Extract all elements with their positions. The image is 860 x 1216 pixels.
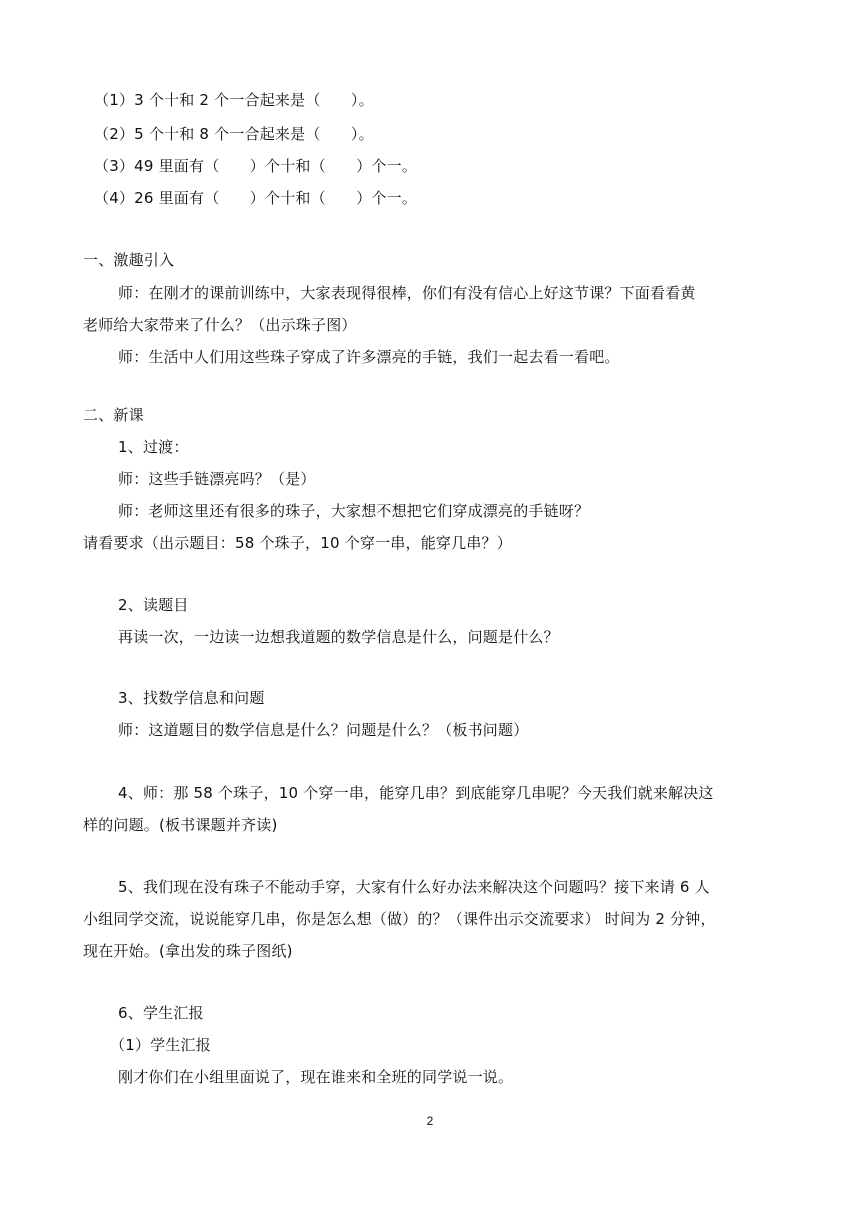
- paragraph-line: 师：这道题目的数学信息是什么？问题是什么？（板书问题）: [118, 721, 529, 739]
- page-number: 2: [426, 1114, 434, 1128]
- exercise-3: （3）49 里面有（ ）个十和（ ）个一。: [94, 157, 418, 175]
- paragraph-line: 4、师：那 58 个珠子，10 个穿一串，能穿几串？到底能穿几串呢？今天我们就来解决这: [118, 784, 714, 802]
- paragraph-line: 请看要求（出示题目：58 个珠子，10 个穿一串，能穿几串？）: [83, 534, 512, 552]
- paragraph-line: 师：老师这里还有很多的珠子，大家想不想把它们穿成漂亮的手链呀？: [118, 502, 590, 520]
- step-heading: 3、找数学信息和问题: [118, 689, 265, 707]
- exercise-1: （1）3 个十和 2 个一合起来是（ ）。: [94, 91, 374, 109]
- paragraph-line: 刚才你们在小组里面说了，现在谁来和全班的同学说一说。: [118, 1068, 514, 1086]
- section-heading-intro: 一、激趣引入: [83, 251, 175, 269]
- sub-heading: （1）学生汇报: [110, 1036, 211, 1054]
- paragraph-line: 样的问题。(板书课题并齐读): [83, 816, 278, 834]
- paragraph-line: 现在开始。(拿出发的珠子图纸): [83, 942, 293, 960]
- paragraph-line: 5、我们现在没有珠子不能动手穿，大家有什么好办法来解决这个问题吗？接下来请 6 人: [118, 878, 710, 896]
- paragraph-line: 师：这些手链漂亮吗？（是）: [118, 470, 316, 488]
- step-heading: 1、过渡：: [118, 438, 189, 456]
- paragraph-line: 师：在刚才的课前训练中，大家表现得很棒，你们有没有信心上好这节课？下面看看黄: [118, 284, 696, 302]
- step-heading: 2、读题目: [118, 596, 189, 614]
- exercise-4: （4）26 里面有（ ）个十和（ ）个一。: [94, 189, 418, 207]
- paragraph-line: 老师给大家带来了什么？（出示珠子图）: [83, 316, 357, 334]
- paragraph-line: 再读一次，一边读一边想我道题的数学信息是什么，问题是什么？: [118, 628, 559, 646]
- exercise-2: （2）5 个十和 8 个一合起来是（ ）。: [94, 125, 374, 143]
- step-heading: 6、学生汇报: [118, 1004, 204, 1022]
- paragraph-line: 师：生活中人们用这些珠子穿成了许多漂亮的手链，我们一起去看一看吧。: [118, 348, 620, 366]
- paragraph-line: 小组同学交流，说说能穿几串，你是怎么想（做）的？（课件出示交流要求） 时间为 2 分钟，: [83, 910, 716, 928]
- section-heading-new: 二、新课: [83, 406, 144, 424]
